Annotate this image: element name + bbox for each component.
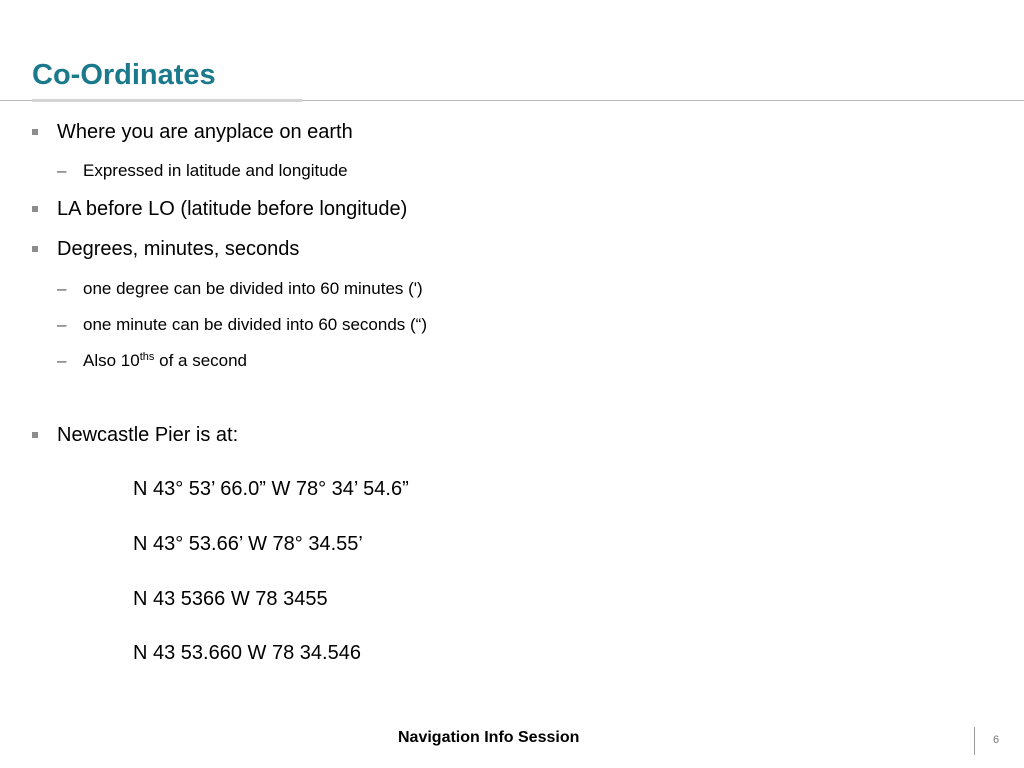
square-bullet-icon xyxy=(32,246,38,252)
sub-bullet-text: Also 10 xyxy=(83,351,140,370)
dash-bullet-icon: – xyxy=(57,315,67,334)
square-bullet-icon xyxy=(32,129,38,135)
bullet-item: Degrees, minutes, seconds xyxy=(57,238,300,260)
bullet-item: LA before LO (latitude before longitude) xyxy=(57,198,408,220)
page-number: 6 xyxy=(993,734,1000,746)
coordinate-line: N 43 5366 W 78 3455 xyxy=(133,588,328,610)
bullet-item: Newcastle Pier is at: xyxy=(57,424,239,446)
sub-bullet-item: one minute can be divided into 60 seconds (“) xyxy=(83,315,427,334)
superscript-text: ths xyxy=(139,351,155,363)
coordinate-line: N 43 53.660 W 78 34.546 xyxy=(133,642,361,664)
sub-bullet-item xyxy=(83,350,247,372)
slide-title: Co-Ordinates xyxy=(32,59,216,91)
footer-divider xyxy=(974,727,975,755)
dash-bullet-icon: – xyxy=(57,351,67,370)
bullet-item: Where you are anyplace on earth xyxy=(57,121,353,143)
sub-bullet-item: Expressed in latitude and longitude xyxy=(83,161,348,180)
dash-bullet-icon: – xyxy=(57,161,67,180)
square-bullet-icon xyxy=(32,432,38,438)
sub-bullet-item: one degree can be divided into 60 minutes (') xyxy=(83,279,423,298)
coordinate-line: N 43° 53’ 66.0” W 78° 34’ 54.6” xyxy=(133,478,409,500)
sub-bullet-text: of a second xyxy=(154,351,248,370)
footer-label: Navigation Info Session xyxy=(398,729,580,746)
title-divider-accent xyxy=(32,99,302,102)
coordinate-line: N 43° 53.66’ W 78° 34.55’ xyxy=(133,533,363,555)
dash-bullet-icon: – xyxy=(57,279,67,298)
square-bullet-icon xyxy=(32,206,38,212)
